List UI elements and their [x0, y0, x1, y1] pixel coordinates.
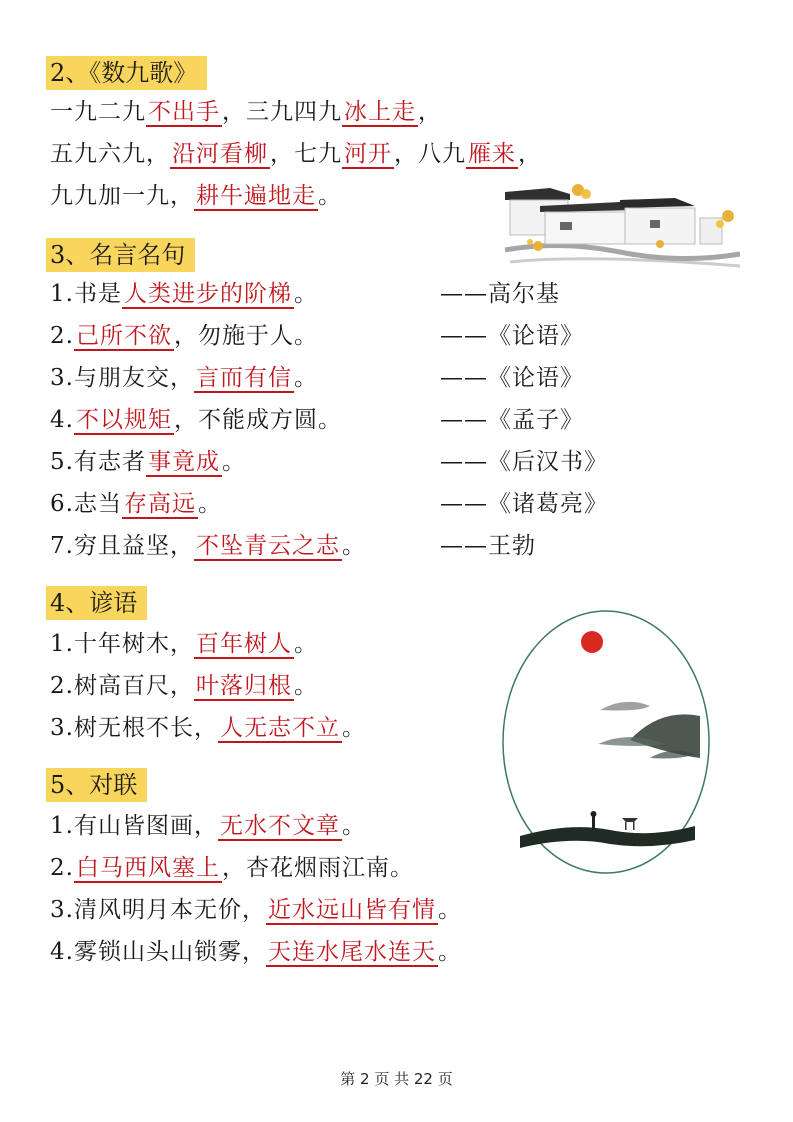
answer: 沿河看柳 — [172, 141, 268, 167]
text: ，七九 — [270, 141, 342, 167]
answer: 存高远 — [123, 491, 196, 517]
section-heading-shujiu: 2、《数九歌》 — [46, 56, 207, 90]
quote-attribution: ——《论语》 — [440, 365, 584, 391]
text: 五九六九， — [50, 141, 170, 167]
text: 6.志当 — [50, 491, 122, 517]
text: 2.树高百尺， — [50, 673, 194, 699]
text: 2. — [50, 855, 74, 881]
text: 4.雾锁山头山锁雾， — [50, 939, 266, 965]
text: 。 — [437, 939, 462, 965]
proverb-item-3 — [50, 710, 366, 746]
text: 。 — [437, 897, 462, 923]
text: ，不能成方圆。 — [173, 407, 342, 433]
quote-attribution: ——《论语》 — [440, 323, 584, 349]
answer: 言而有信 — [195, 365, 292, 391]
couplet-item-1 — [50, 808, 366, 844]
answer: 无水不文章 — [219, 813, 340, 839]
answer: 人无志不立 — [219, 715, 340, 741]
couplet-item-4 — [50, 934, 462, 970]
text: 。 — [318, 183, 342, 209]
answer: 近水远山皆有情 — [267, 897, 436, 923]
text: 。 — [293, 365, 318, 391]
text: 。 — [293, 631, 318, 657]
section-heading-mingyan: 3、名言名句 — [46, 238, 195, 272]
text: 。 — [221, 449, 246, 475]
couplet-item-3 — [50, 892, 462, 928]
text: 。 — [341, 533, 366, 559]
text: ，杏花烟雨江南。 — [221, 855, 414, 881]
answer: 不出手 — [148, 99, 220, 125]
shujiu-line-2 — [50, 136, 542, 172]
answer: 己所不欲 — [75, 323, 172, 349]
text: 。 — [293, 281, 318, 307]
answer: 百年树人 — [195, 631, 292, 657]
answer: 不坠青云之志 — [195, 533, 340, 559]
answer: 冰上走 — [344, 99, 416, 125]
page-number-footer: 第 2 页 共 22 页 — [340, 1070, 453, 1088]
text: ，三九四九 — [222, 99, 342, 125]
text: 。 — [197, 491, 222, 517]
text: 1.书是 — [50, 281, 122, 307]
ink-village-illustration — [500, 180, 745, 275]
text: ，八九 — [394, 141, 466, 167]
answer: 不以规矩 — [75, 407, 172, 433]
text: 5.有志者 — [50, 449, 146, 475]
text: 7.穷且益坚， — [50, 533, 194, 559]
text: 4. — [50, 407, 74, 433]
text: 3.清风明月本无价， — [50, 897, 266, 923]
quote-item-1 — [50, 276, 750, 312]
text: 九九加一九， — [50, 183, 194, 209]
text: 。 — [341, 813, 366, 839]
text: 3.与朋友交， — [50, 365, 194, 391]
text: 1.十年树木， — [50, 631, 194, 657]
quote-item-7 — [50, 528, 750, 564]
text: ，勿施于人。 — [173, 323, 318, 349]
text: 3.树无根不长， — [50, 715, 218, 741]
answer: 叶落归根 — [195, 673, 292, 699]
text: 。 — [341, 715, 366, 741]
quote-item-6 — [50, 486, 750, 522]
proverb-item-2 — [50, 668, 318, 704]
text: 一九二九 — [50, 99, 146, 125]
answer: 雁来 — [468, 141, 516, 167]
text: ， — [418, 99, 442, 125]
quote-item-3 — [50, 360, 750, 396]
text: 。 — [293, 673, 318, 699]
quote-attribution: ——高尔基 — [440, 281, 560, 307]
couplet-item-2 — [50, 850, 414, 886]
answer: 事竟成 — [147, 449, 220, 475]
section-heading-yanyu: 4、谚语 — [46, 586, 147, 620]
oval-landscape-illustration — [500, 608, 712, 876]
answer: 耕牛遍地走 — [196, 183, 316, 209]
quote-item-5 — [50, 444, 750, 480]
answer: 人类进步的阶梯 — [123, 281, 292, 307]
text: 2. — [50, 323, 74, 349]
proverb-item-1 — [50, 626, 318, 662]
quote-attribution: ——王勃 — [440, 533, 536, 559]
answer: 天连水尾水连天 — [267, 939, 436, 965]
text: ， — [518, 141, 542, 167]
answer: 白马西风塞上 — [75, 855, 220, 881]
shujiu-line-1 — [50, 94, 442, 130]
quote-attribution: ——《诸葛亮》 — [440, 491, 608, 517]
quote-item-2 — [50, 318, 750, 354]
section-heading-duilian: 5、对联 — [46, 768, 147, 802]
answer: 河开 — [344, 141, 392, 167]
text: 1.有山皆图画， — [50, 813, 218, 839]
quote-item-4 — [50, 402, 750, 438]
quote-attribution: ——《孟子》 — [440, 407, 584, 433]
quote-attribution: ——《后汉书》 — [440, 449, 608, 475]
shujiu-line-3 — [50, 178, 342, 214]
